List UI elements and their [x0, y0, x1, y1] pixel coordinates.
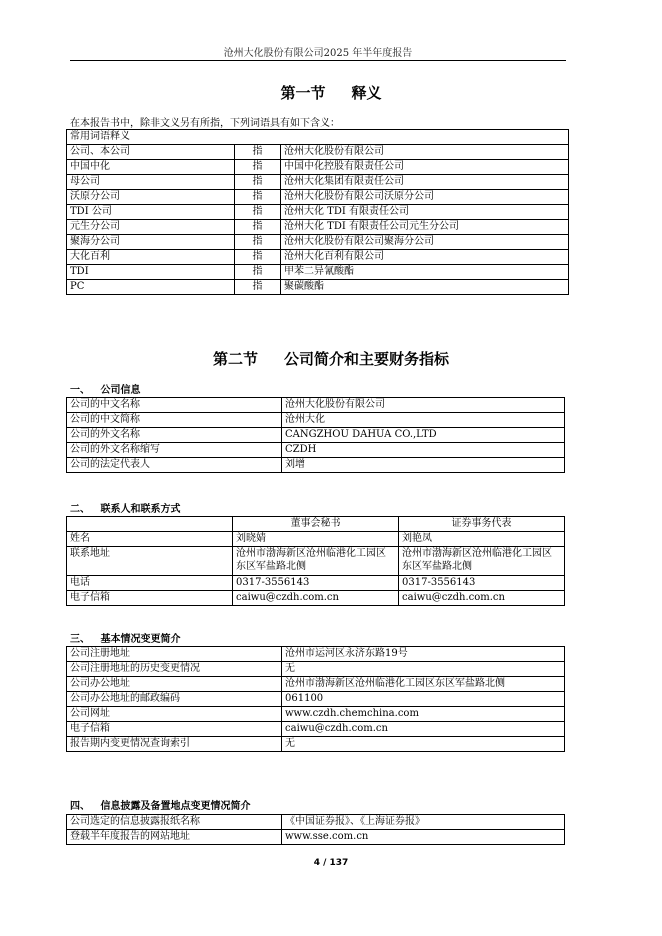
table-row: [67, 591, 565, 606]
info-label: 公司办公地址: [67, 677, 282, 692]
table-row: [67, 707, 565, 722]
basic-changes-heading: 三、 基本情况变更简介: [70, 634, 181, 645]
glossary-mark: 指: [235, 235, 281, 250]
glossary-term: 公司、本公司: [67, 145, 235, 160]
glossary-mark: 指: [235, 160, 281, 175]
table-row: [67, 576, 565, 591]
info-value: 《中国证券报》、《上海证券报》: [282, 815, 565, 830]
glossary-header: 常用词语释义: [67, 130, 569, 145]
table-row: [67, 235, 569, 250]
info-value: 061100: [282, 692, 565, 707]
glossary-mark: 指: [235, 205, 281, 220]
table-row: [67, 662, 565, 677]
info-value: CZDH: [282, 443, 565, 458]
table-row: [67, 815, 565, 830]
table-row: [67, 443, 565, 458]
glossary-definition: 中国中化控股有限责任公司: [281, 160, 569, 175]
company-info-heading: 一、 公司信息: [70, 385, 141, 396]
table-row: [67, 647, 565, 662]
contact-value: 0317-3556143: [233, 576, 399, 591]
contact-heading: 二、 联系人和联系方式: [70, 504, 181, 515]
contact-label: 电子信箱: [67, 591, 233, 606]
table-row: [67, 398, 565, 413]
info-label: 公司办公地址的邮政编码: [67, 692, 282, 707]
info-label: 公司的外文名称缩写: [67, 443, 282, 458]
table-row: [67, 458, 565, 473]
table-row: [67, 830, 565, 845]
glossary-mark: 指: [235, 265, 281, 280]
glossary-term: 聚海分公司: [67, 235, 235, 250]
table-row: [67, 265, 569, 280]
contact-value: 0317-3556143: [399, 576, 565, 591]
contact-label: 电话: [67, 576, 233, 591]
table-row: [67, 547, 565, 576]
table-row: [67, 413, 565, 428]
info-label: 公司的中文简称: [67, 413, 282, 428]
table-row: [67, 428, 565, 443]
disclosure-table: [66, 814, 565, 845]
glossary-term: 母公司: [67, 175, 235, 190]
section-2-title: 第二节 公司简介和主要财务指标: [212, 350, 450, 368]
basic-changes-table: [66, 646, 565, 752]
table-row: [67, 280, 569, 295]
contact-value: caiwu@czdh.com.cn: [399, 591, 565, 606]
info-value: 刘增: [282, 458, 565, 473]
header-rule: [70, 60, 566, 61]
glossary-definition: 沧州大化股份有限公司沃原分公司: [281, 190, 569, 205]
info-label: 公司的中文名称: [67, 398, 282, 413]
info-value: www.sse.com.cn: [282, 830, 565, 845]
page-number: 4 / 137: [313, 858, 349, 868]
table-row: [67, 220, 569, 235]
info-label: 公司网址: [67, 707, 282, 722]
info-label: 电子信箱: [67, 722, 282, 737]
contact-value: 沧州市渤海新区沧州临港化工园区东区军盐路北侧: [399, 547, 565, 576]
glossary-mark: 指: [235, 190, 281, 205]
info-label: 公司的法定代表人: [67, 458, 282, 473]
table-row: [67, 205, 569, 220]
table-row: [67, 145, 569, 160]
info-label: 公司的外文名称: [67, 428, 282, 443]
glossary-definition: 沧州大化 TDI 有限责任公司: [281, 205, 569, 220]
glossary-definition: 聚碳酸酯: [281, 280, 569, 295]
glossary-term: 元生分公司: [67, 220, 235, 235]
info-value: 无: [282, 662, 565, 677]
info-value: www.czdh.chemchina.com: [282, 707, 565, 722]
glossary-table: [66, 129, 569, 295]
page-header: 沧州大化股份有限公司2025 年半年度报告: [223, 48, 413, 59]
glossary-definition: 沧州大化集团有限责任公司: [281, 175, 569, 190]
table-row: [67, 517, 565, 532]
info-label: 公司注册地址的历史变更情况: [67, 662, 282, 677]
table-row: [67, 250, 569, 265]
glossary-term: TDI 公司: [67, 205, 235, 220]
info-value: 沧州大化股份有限公司: [282, 398, 565, 413]
table-row: [67, 677, 565, 692]
contact-label: 姓名: [67, 532, 233, 547]
company-info-table: [66, 397, 565, 473]
info-value: 沧州大化: [282, 413, 565, 428]
contact-table: [66, 516, 565, 606]
table-row: [67, 130, 569, 145]
contact-value: 刘艳凤: [399, 532, 565, 547]
table-row: [67, 160, 569, 175]
info-label: 登载半年度报告的网站地址: [67, 830, 282, 845]
glossary-mark: 指: [235, 145, 281, 160]
info-label: 公司注册地址: [67, 647, 282, 662]
disclosure-heading: 四、 信息披露及备置地点变更情况简介: [70, 801, 251, 812]
contact-value: 沧州市渤海新区沧州临港化工园区东区军盐路北侧: [233, 547, 399, 576]
glossary-definition: 沧州大化股份有限公司: [281, 145, 569, 160]
table-row: [67, 532, 565, 547]
contact-col-representative: 证券事务代表: [399, 517, 565, 532]
table-row: [67, 722, 565, 737]
info-value: 无: [282, 737, 565, 752]
contact-blank-cell: [67, 517, 233, 532]
contact-label: 联系地址: [67, 547, 233, 576]
glossary-mark: 指: [235, 220, 281, 235]
glossary-definition: 沧州大化 TDI 有限责任公司元生分公司: [281, 220, 569, 235]
info-label: 报告期内变更情况查询索引: [67, 737, 282, 752]
contact-value: caiwu@czdh.com.cn: [233, 591, 399, 606]
glossary-definition: 沧州大化百利有限公司: [281, 250, 569, 265]
glossary-definition: 沧州大化股份有限公司聚海分公司: [281, 235, 569, 250]
table-row: [67, 692, 565, 707]
info-value: 沧州市渤海新区沧州临港化工园区东区军盐路北侧: [282, 677, 565, 692]
glossary-definition: 甲苯二异氰酸酯: [281, 265, 569, 280]
contact-value: 刘晓婧: [233, 532, 399, 547]
glossary-term: TDI: [67, 265, 235, 280]
info-value: 沧州市运河区永济东路19号: [282, 647, 565, 662]
glossary-mark: 指: [235, 175, 281, 190]
glossary-mark: 指: [235, 280, 281, 295]
glossary-term: 沃原分公司: [67, 190, 235, 205]
contact-col-secretary: 董事会秘书: [233, 517, 399, 532]
info-value: caiwu@czdh.com.cn: [282, 722, 565, 737]
section-1-intro: 在本报告书中，除非文义另有所指，下列词语具有如下含义：: [70, 118, 340, 129]
glossary-mark: 指: [235, 250, 281, 265]
table-row: [67, 737, 565, 752]
table-row: [67, 190, 569, 205]
glossary-term: PC: [67, 280, 235, 295]
glossary-term: 中国中化: [67, 160, 235, 175]
table-row: [67, 175, 569, 190]
info-label: 公司选定的信息披露报纸名称: [67, 815, 282, 830]
section-1-title: 第一节 释义: [280, 84, 382, 102]
info-value: CANGZHOU DAHUA CO.,LTD: [282, 428, 565, 443]
glossary-term: 大化百利: [67, 250, 235, 265]
